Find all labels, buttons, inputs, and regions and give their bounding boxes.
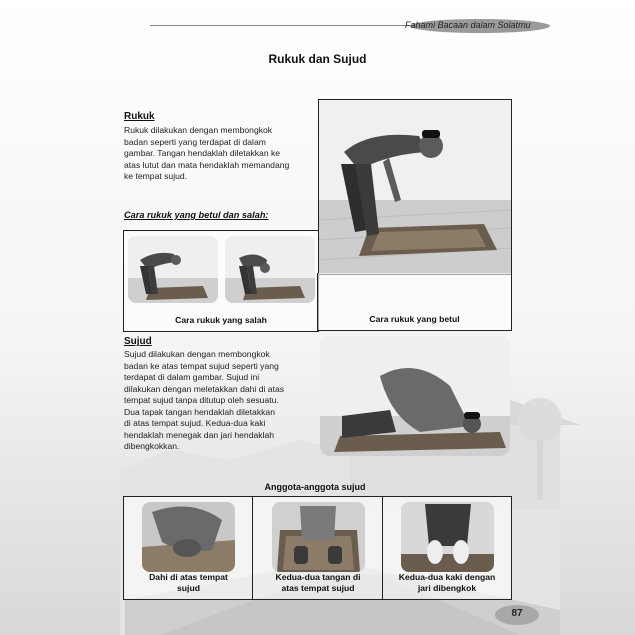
sujud-heading: Sujud bbox=[124, 336, 152, 347]
rukuk-heading: Rukuk bbox=[124, 111, 155, 122]
hands-photo bbox=[272, 502, 365, 572]
hands-caption bbox=[254, 572, 382, 593]
sujud-photo bbox=[320, 336, 510, 456]
sujud-line: dilakukan dengan meletakkan dahi di atas bbox=[124, 383, 285, 394]
hands-caption-line: Kedua-dua tangan di bbox=[275, 572, 361, 582]
rukuk-photo bbox=[318, 99, 512, 275]
feet-photo bbox=[401, 502, 494, 572]
sujud-line: badan ke atas tempat sujud seperti yang bbox=[124, 360, 279, 371]
sujud-members-heading: Anggota-anggota sujud bbox=[264, 482, 366, 492]
rukuk-right-box bbox=[317, 273, 512, 331]
page-number: 87 bbox=[511, 608, 523, 619]
sujud-line: hendaklah menegak dan jari hendaklah bbox=[124, 429, 275, 440]
rukuk-paragraph bbox=[124, 125, 312, 183]
rukuk-line: badan seperti yang terdapat di dalam bbox=[124, 136, 266, 147]
rukuk-wrong-caption: Cara rukuk yang salah bbox=[175, 315, 267, 325]
rukuk-wrong-photo-1 bbox=[128, 236, 218, 303]
rukuk-line: Rukuk dilakukan dengan membongkok bbox=[124, 125, 273, 135]
rukuk-line: ke tempat sujud. bbox=[124, 171, 188, 181]
rukuk-right-caption: Cara rukuk yang betul bbox=[369, 314, 460, 324]
sujud-line: di atas tempat sujud. Kedua-dua kaki bbox=[124, 418, 266, 428]
sujud-line: tempat sujud tanpa ditutup oleh sesuatu. bbox=[124, 395, 279, 405]
feet-caption-line: Kedua-dua kaki dengan bbox=[398, 572, 496, 582]
feet-caption bbox=[383, 572, 511, 593]
hands-caption-line: atas tempat sujud bbox=[281, 582, 355, 593]
sujud-line: Sujud dilakukan dengan membongkok bbox=[124, 349, 270, 359]
sujud-paragraph bbox=[124, 349, 314, 453]
rukuk-wrong-photo-2 bbox=[225, 236, 315, 303]
sujud-line: Dua tapak tangan hendaklah diletakkan bbox=[124, 406, 275, 417]
rukuk-ways-heading: Cara rukuk yang betul dan salah: bbox=[124, 210, 269, 220]
cell-divider bbox=[252, 497, 253, 599]
rukuk-line: atas lutut dan mata hendaklah memandang bbox=[124, 159, 290, 170]
page-title: Rukuk dan Sujud bbox=[268, 52, 367, 66]
sujud-line: dibengkokkan. bbox=[124, 441, 180, 451]
feet-caption-line: jari dibengkok bbox=[417, 582, 477, 593]
forehead-caption-line: sujud bbox=[177, 582, 200, 593]
rukuk-line: gambar. Tangan hendaklah diletakkan ke bbox=[124, 148, 281, 158]
forehead-caption bbox=[126, 572, 251, 593]
rukuk-wrong-box bbox=[123, 230, 319, 332]
sujud-members-box bbox=[123, 496, 512, 600]
header-book-title: Fahami Bacaan dalam Solatmu bbox=[405, 20, 531, 30]
sujud-line: terdapat di dalam gambar. Sujud ini bbox=[124, 372, 260, 382]
forehead-caption-line: Dahi di atas tempat bbox=[149, 572, 228, 582]
forehead-photo bbox=[142, 502, 235, 572]
